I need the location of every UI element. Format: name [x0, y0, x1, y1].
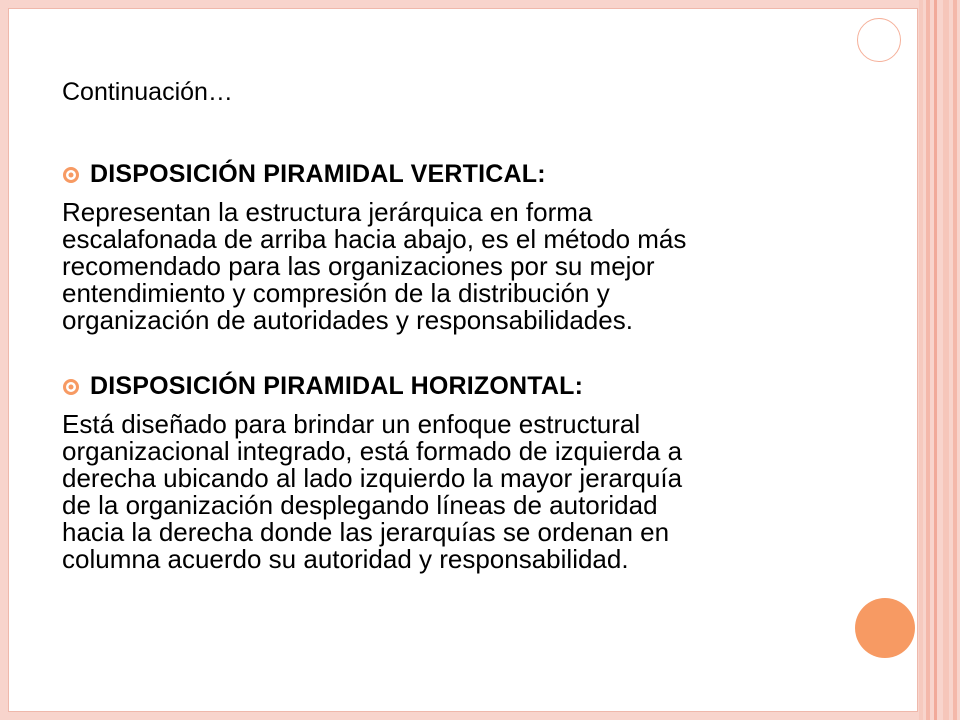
paragraph-line: Representan la estructura jerárquica en forma [62, 197, 593, 227]
paragraph-line: organizacional integrado, está formado de izquierda a [62, 436, 683, 466]
paragraph-line: Está diseñado para brindar un enfoque estructural [62, 409, 641, 439]
border-stripe [934, 0, 937, 720]
section-heading-vertical: DISPOSICIÓN PIRAMIDAL VERTICAL: [90, 160, 546, 188]
section-paragraph-vertical [62, 199, 922, 334]
bullet-icon [62, 166, 80, 184]
slide-canvas [8, 8, 918, 712]
paragraph-line: escalafonada de arriba hacia abajo, es el método más [62, 224, 687, 254]
section-paragraph-horizontal [62, 411, 922, 573]
section-heading-horizontal: DISPOSICIÓN PIRAMIDAL HORIZONTAL: [90, 372, 584, 400]
paragraph-line: de la organización desplegando líneas de autoridad [62, 490, 658, 520]
decorative-circle [855, 598, 915, 658]
paragraph-line: entendimiento y compresión de la distribución y [62, 278, 610, 308]
border-stripe [919, 0, 923, 720]
border-stripe [926, 0, 930, 720]
paragraph-line: organización de autoridades y responsabilidades. [62, 305, 633, 335]
paragraph-line: recomendado para las organizaciones por su mejor [62, 251, 655, 281]
border-stripe [953, 0, 957, 720]
paragraph-line: hacia la derecha donde las jerarquías se ordenan en [62, 517, 670, 547]
slide-title: Continuación… [62, 78, 233, 106]
decorative-circle-outline [857, 18, 901, 62]
paragraph-line: columna acuerdo su autoridad y responsabilidad. [62, 544, 629, 574]
section-heading-row-horizontal [62, 372, 583, 401]
border-stripe [943, 0, 949, 720]
paragraph-line: derecha ubicando al lado izquierdo la mayor jerarquía [62, 463, 683, 493]
section-heading-row-vertical [62, 160, 546, 189]
bullet-icon [62, 378, 80, 396]
